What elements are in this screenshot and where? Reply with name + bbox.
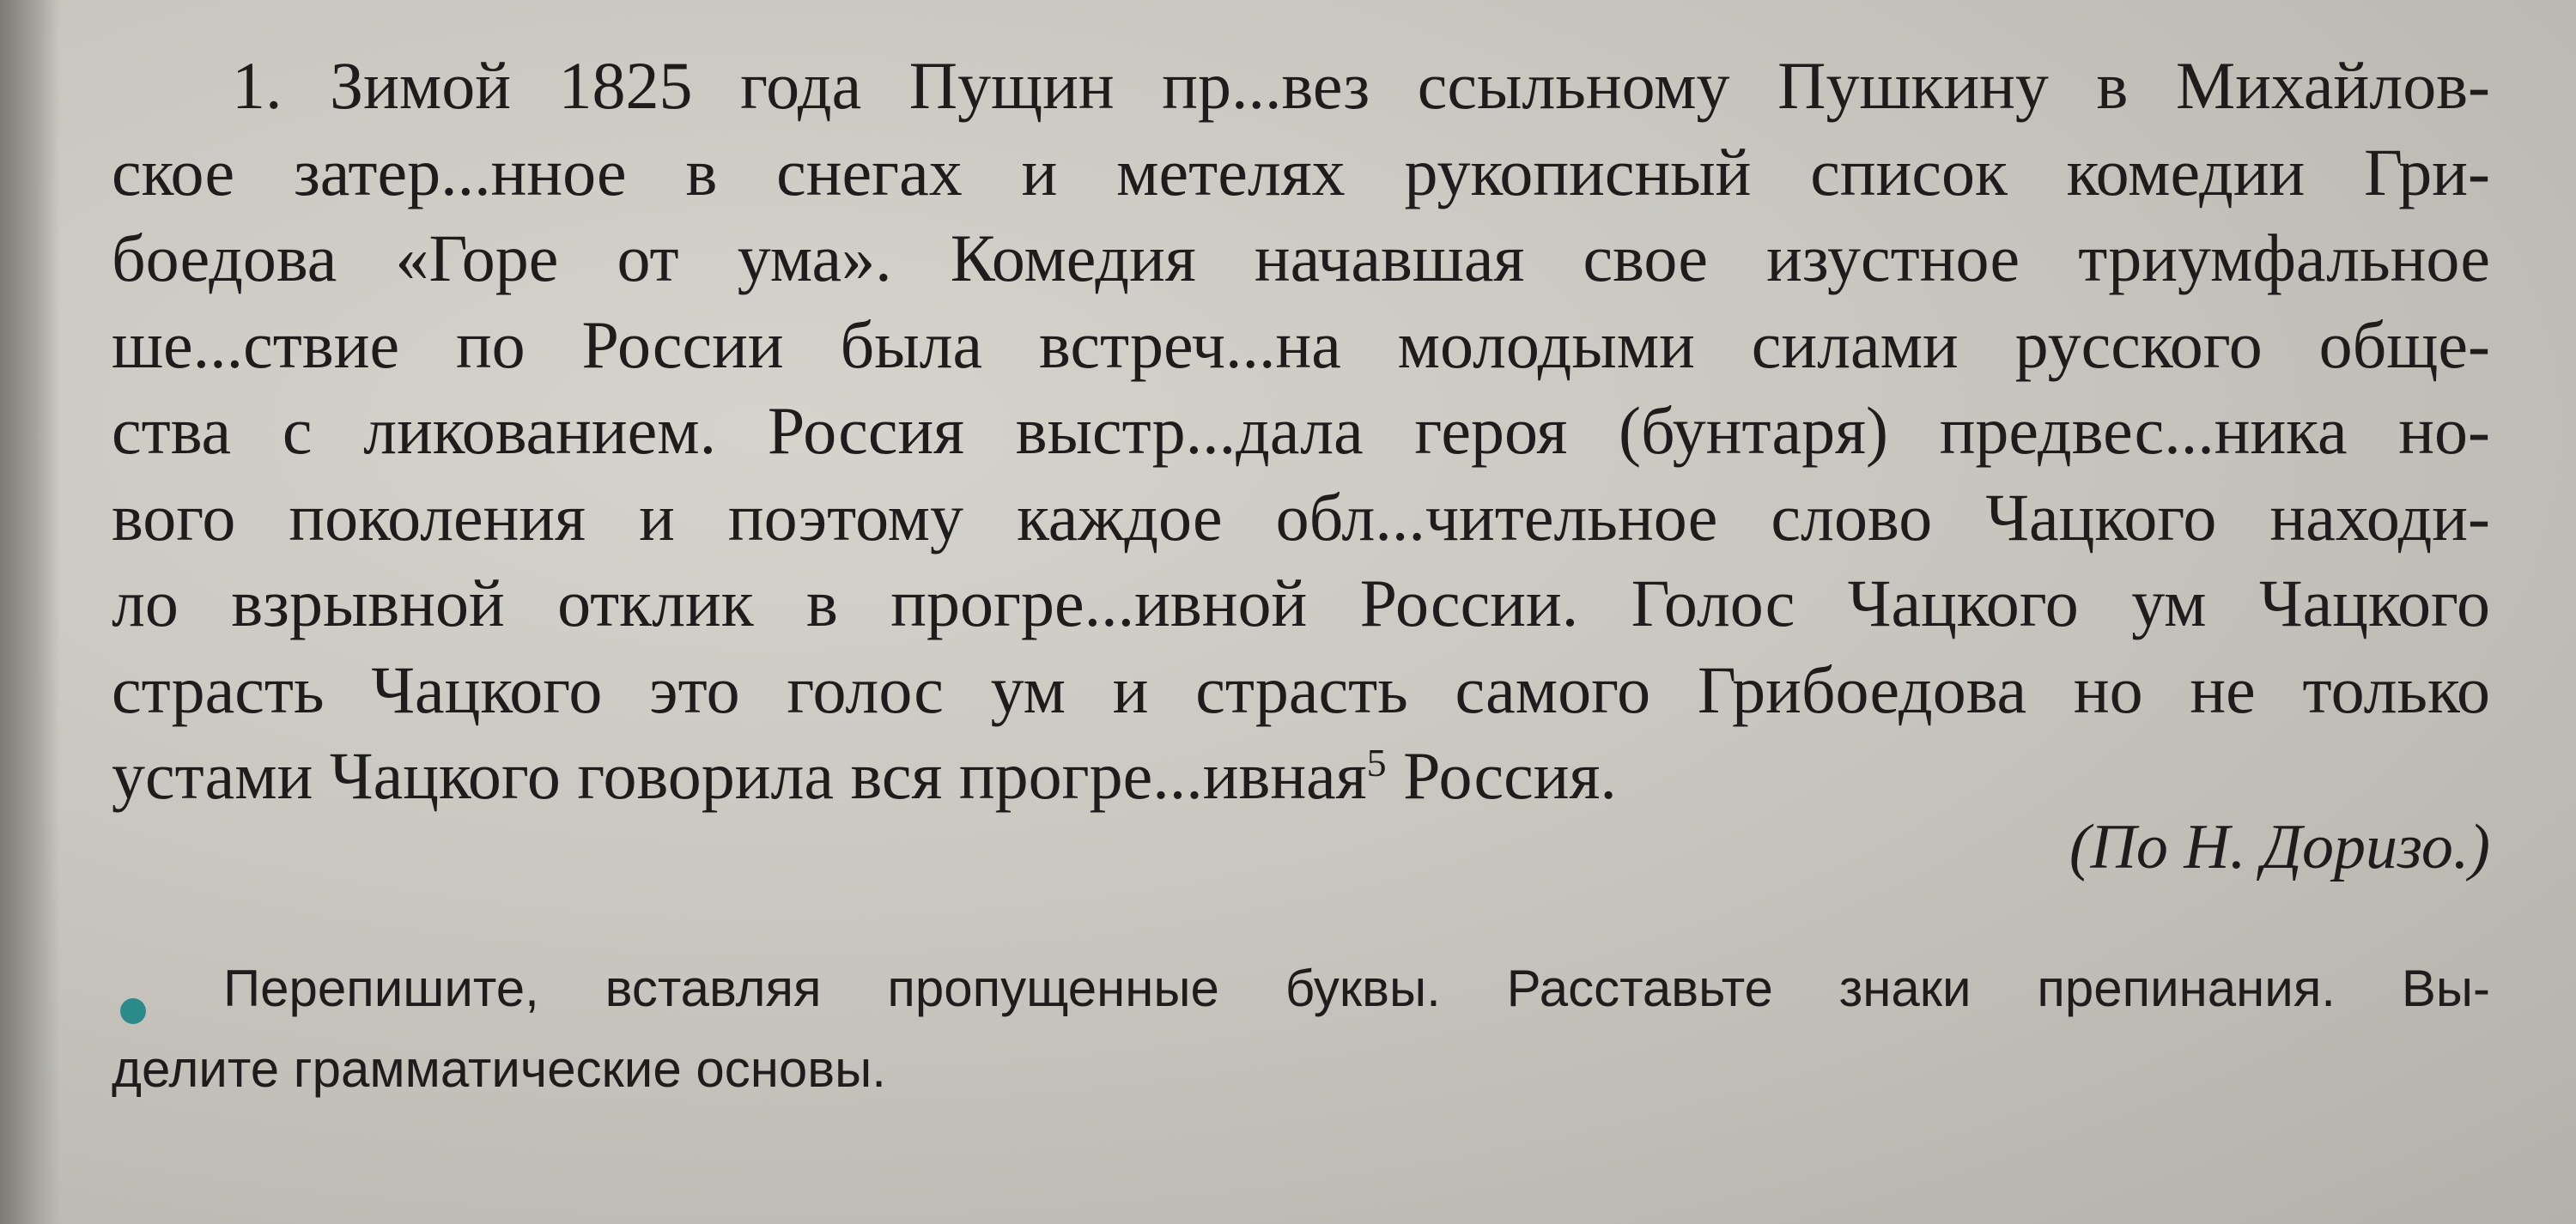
page-fold-shadow (0, 0, 60, 1224)
task-line: Перепишите, вставляя пропущенные буквы. Расставьте знаки препинания. Вы- (223, 960, 2490, 1017)
text-line: 1. Зимой 1825 года Пущин пр...вез ссыльному Пушкину в Михайлов- (232, 48, 2490, 123)
text-line: ше...ствие по России была встреч...на молодыми силами русского обще- (112, 306, 2490, 382)
last-line-main: устами Чацкого говорила вся прогре...ивная (112, 738, 1367, 813)
text-line: боедова «Горе от ума». Комедия начавшая свое изустное триумфальное (112, 221, 2490, 295)
text-source: (По Н. Доризо.) (2069, 812, 2490, 882)
text-line-last (112, 733, 2490, 820)
text-line: страсть Чацкого это голос ум и страсть самого Грибоедова но не только (112, 651, 2490, 727)
footnote-mark: 5 (1366, 741, 1387, 785)
text-line: ства с ликованием. Россия выстр...дала героя (бунтаря) предвес...ника но- (112, 393, 2490, 468)
last-line-end: Россия. (1386, 738, 1617, 813)
task-instruction (112, 948, 2490, 1110)
text-line: вого поколения и поэтому каждое обл...чительное слово Чацкого находи- (112, 479, 2490, 554)
text-line: ское затер...нное в снегах и метелях рукописный список комедии Гри- (112, 134, 2490, 209)
text-line: ло взрывной отклик в прогре...ивной России. Голос Чацкого ум Чацкого (112, 566, 2490, 640)
task-line: делите грамматические основы. (112, 1040, 886, 1098)
exercise-text (112, 43, 2490, 820)
